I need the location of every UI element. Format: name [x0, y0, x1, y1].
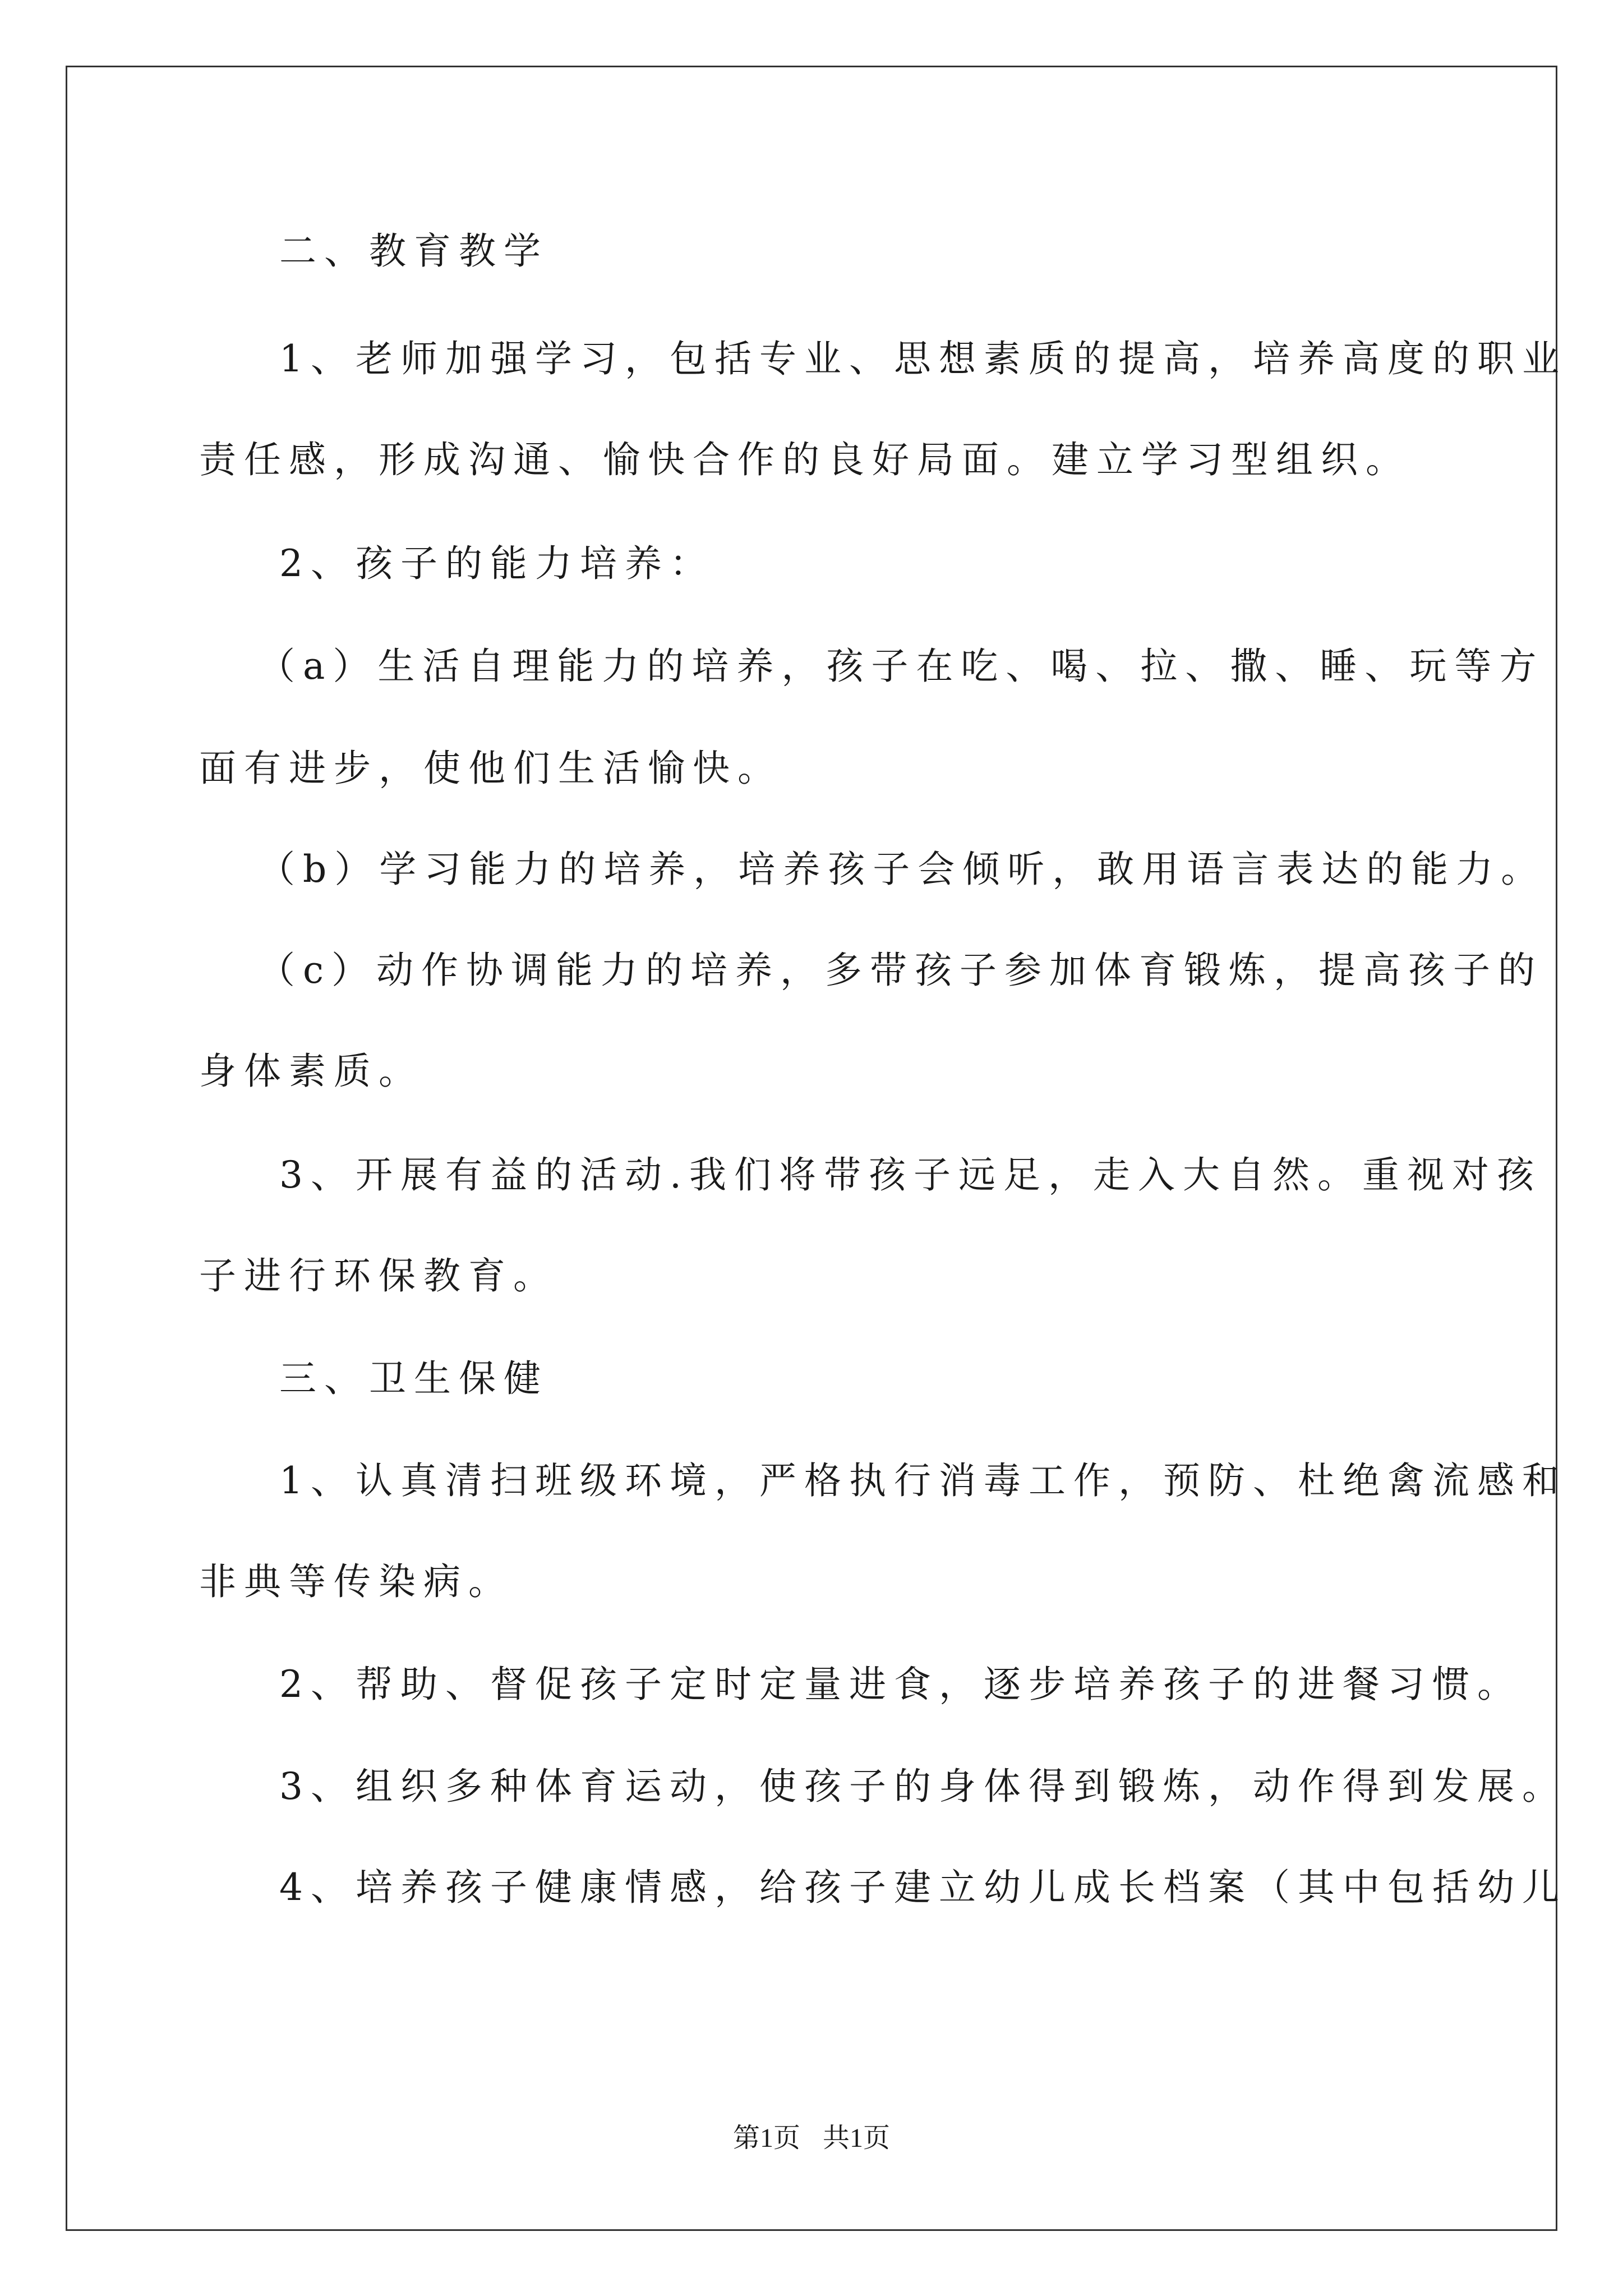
paragraph-line: 1、认真清扫班级环境，严格执行消毒工作，预防、杜绝禽流感和 — [279, 1459, 1567, 1502]
paragraph-line: 1、老师加强学习，包括专业、思想素质的提高，培养高度的职业 — [279, 337, 1567, 380]
page-number-total: 共1页 — [823, 2123, 891, 2153]
paragraph-line: 非典等传染病。 — [199, 1560, 513, 1603]
paragraph-line: 4、培养孩子健康情感，给孩子建立幼儿成长档案（其中包括幼儿 — [279, 1866, 1567, 1909]
paragraph-line: （c）动作协调能力的培养，多带孩子参加体育锻炼，提高孩子的 — [258, 949, 1543, 992]
paragraph-line: 身体素质。 — [199, 1050, 423, 1093]
paragraph-line: 面有进步，使他们生活愉快。 — [199, 747, 782, 790]
paragraph-line: 3、开展有益的活动.我们将带孩子远足，走入大自然。重视对孩 — [279, 1153, 1542, 1197]
section-heading-education: 二、教育教学 — [279, 229, 548, 273]
paragraph-line: 2、孩子的能力培养： — [279, 542, 714, 585]
paragraph-line: 3、组织多种体育运动，使孩子的身体得到锻炼，动作得到发展。 — [279, 1765, 1567, 1808]
paragraph-line: （b）学习能力的培养，培养孩子会倾听，敢用语言表达的能力。 — [258, 848, 1546, 891]
page-footer — [0, 2122, 1623, 2155]
page-number-current: 第1页 — [732, 2123, 800, 2153]
paragraph-line: 责任感，形成沟通、愉快合作的良好局面。建立学习型组织。 — [199, 438, 1410, 481]
paragraph-line: 子进行环保教育。 — [199, 1254, 558, 1297]
section-heading-health: 三、卫生保健 — [279, 1357, 548, 1400]
paragraph-line: （a）生活自理能力的培养，孩子在吃、喝、拉、撒、睡、玩等方 — [258, 645, 1544, 688]
paragraph-line: 2、帮助、督促孩子定时定量进食，逐步培养孩子的进餐习惯。 — [279, 1663, 1522, 1706]
